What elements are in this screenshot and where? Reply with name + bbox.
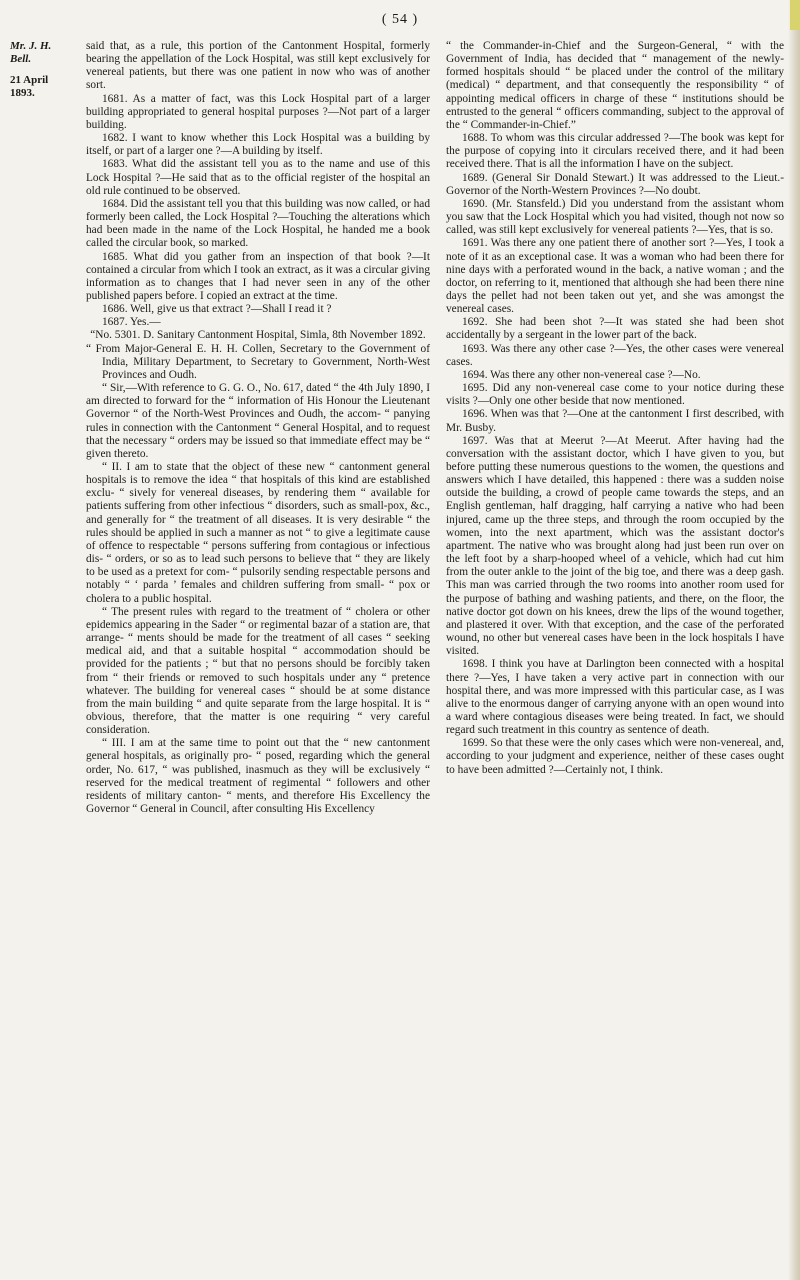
paragraph: 1697. Was that at Meerut ?—At Meerut. After having had the conversation with the assistant doctor, which I have given to you, but before putting these numerous questions to the women, the questions and answers which I have detailed, this happened : there was a sudden noise outside the building, a crowd of people came towards the steps, and an English gentleman, half dragging, half carrying a native who had been injured, came up the three steps, and through the room occupied by the women, into the next apartment, which was the assistant doctor's apartment. The native who was brought along had just been run over on the left foot by a sharp-hooped wheel of a vehicle, which had cut him from the outer ankle to the joint of the big toe, and there was a deep gash. This man was carried through the two rooms into another room used for the purpose of bathing and washing patients, and there, on the floor, the native doctor got down on his knees, drew the lips of the wound together, and plastered it over. With that exception, and the case of the perforated wound, no other but venereal cases have been in the lock hospitals I have visited. (446, 434, 784, 658)
paragraph: 1693. Was there any other case ?—Yes, the other cases were venereal cases. (446, 342, 784, 368)
witness-date: 21 April 1893. (10, 74, 49, 99)
margin-note (10, 40, 72, 100)
paragraph: “ From Major-General E. H. H. Collen, Secretary to the Government of India, Military Department, to Secretary to Government, North-West Provinces and Oudh. (86, 342, 430, 381)
paragraph: 1683. What did the assistant tell you as to the name and use of this Lock Hospital ?—He said that as to the official register of the hospital an old rule continued to be observed. (86, 158, 430, 197)
paragraph: 1698. I think you have at Darlington been connected with a hospital there ?—Yes, I have taken a very active part in connection with our hospital there, and was more impressed with this particular case, as I was alive to the enormous danger of carrying anyone with an open wound into a ward where contagious diseases were being treated. In fact, we should regard such treatment in this country as sentence of death. (446, 658, 784, 737)
paragraph: “No. 5301. D. Sanitary Cantonment Hospital, Simla, 8th November 1892. (90, 329, 426, 342)
paragraph: “ The present rules with regard to the treatment of “ cholera or other epidemics appearing in the Sader “ or regimental bazar of a station are, that arrange- “ ments should be made for the treatment of all cases “ seeking medical aid, and that a suitable hospital “ accommodation should be provided for the patients ; “ but that no persons should be forcibly taken from “ their friends or removed to such hospitals under any “ pretence whatever. The building for venereal cases “ should be at some distance from the main building “ and quite separate from the large hospital. It is “ obvious, therefore, that the matter is one requiring “ very careful consideration. (86, 605, 430, 737)
paragraph: “ the Commander-in-Chief and the Surgeon-General, “ with the Government of India, has decided that “ management of the newly-formed hospitals should “ be placed under the control of the military (medical) “ department, and that consequently the responsibility “ of appointing medical officers in charge of these “ institutions should be entrusted to the general “ officers commanding, subject to the approval of the “ Commander-in-Chief.” (446, 40, 784, 131)
page-number: ( 54 ) (381, 12, 419, 27)
paragraph: 1692. She had been shot ?—It was stated she had been shot accidentally by a sergeant in the lower part of the back. (446, 316, 784, 342)
paragraph: 1695. Did any non-venereal case come to your notice during these visits ?—Only one other beside that now mentioned. (446, 382, 784, 408)
paragraph: 1690. (Mr. Stansfeld.) Did you understand from the assistant whom you saw that the Lock Hospital which you had visited, though not now so called, was still kept exclusively for venereal patients ?—Yes, that is so. (446, 197, 784, 237)
left-column (86, 40, 430, 816)
paragraph: 1685. What did you gather from an inspection of that book ?—It contained a circular from which I took an extract, as it was a circular giving information as to changes that I had never seen in any of the other published papers before. I copied an extract at the time. (86, 250, 430, 302)
paragraph: 1684. Did the assistant tell you that this building was now called, or had formerly been called, the Lock Hospital ?—Touching the alterations which had been made in the name of the Lock Hospital, he handed me a book called the circular book, so marked. (86, 197, 430, 250)
paragraph: 1681. As a matter of fact, was this Lock Hospital part of a larger building appropriated to general hospital purposes ?—Not part of a larger building. (86, 92, 430, 131)
paragraph: 1691. Was there any one patient there of another sort ?—Yes, I took a note of it as an exceptional case. It was a woman who had been there for nine days with a perforated wound in the back, a native woman ; and the doctor, on referring to it, mentioned that although she had been there nine days the pellet had not been taken out yet, and she was amongst the venereal cases. (446, 237, 784, 316)
paragraph: 1682. I want to know whether this Lock Hospital was a building by itself, or part of a larger one ?—A building by itself. (86, 132, 430, 158)
right-column (446, 40, 784, 777)
paragraph: 1686. Well, give us that extract ?—Shall I read it ? (102, 303, 332, 316)
paragraph: 1688. To whom was this circular addressed ?—The book was kept for the purpose of copying into it circulars received there, and it had been received there. That is all the information I have on the subject. (446, 132, 784, 171)
witness-name: Mr. J. H. Bell. (10, 40, 52, 65)
paragraph: said that, as a rule, this portion of the Cantonment Hospital, formerly bearing the appellation of the Lock Hospital, was still kept exclusively for venereal patients, but there was one patient in now who was of another sort. (86, 40, 430, 92)
paragraph: 1689. (General Sir Donald Stewart.) It was addressed to the Lieut.-Governor of the North-Western Provinces ?—No doubt. (446, 171, 784, 197)
paragraph: “ III. I am at the same time to point out that the “ new cantonment general hospitals, as originally pro- “ posed, regarding which the general order, No. 617, “ was published, inasmuch as they will be exclusively “ reserved for the medical treatment of regimental “ followers and other residents of military canton- “ ments, and therefore His Excellency the Governor “ General in Council, after consulting His Excellency (86, 737, 430, 816)
paragraph: “ II. I am to state that the object of these new “ cantonment general hospitals is to remove the idea “ that hospitals of this kind are established exclu- “ sively for venereal diseases, by rendering them “ available for patients suffering from other infectious “ disorders, such as small-pox, &c., and generally for “ the treatment of all diseases. It is very desirable “ the rules should be applied in such a manner as not “ to give a legitimate cause of offence to respectable “ persons suffering from contagious or infectious dis- “ orders, or so as to lead such persons to believe that “ they are likely to be used as a pretext for com- “ pulsorily sending respectable persons and notably “ ‘ parda ’ females and children suffering from small- “ pox or cholera to a public hospital. (86, 461, 430, 605)
paragraph: 1687. Yes.— (102, 316, 161, 329)
page-spine-shadow (788, 0, 800, 1280)
paragraph: “ Sir,—With reference to G. G. O., No. 617, dated “ the 4th July 1890, I am directed to forward for the “ information of His Honour the Lieutenant Governor “ of the North-West Provinces and Oudh, the accom- “ panying rules in connection with the Cantonment “ General Hospital, and to request that the necessary “ orders may be issued so that immediate effect may be “ given thereto. (86, 382, 430, 460)
paragraph: 1699. So that these were the only cases which were non-venereal, and, according to your judgment and experience, neither of these cases ought to have been admitted ?—Certainly not, I think. (446, 737, 784, 776)
paragraph: 1696. When was that ?—One at the cantonment I first described, with Mr. Busby. (446, 408, 784, 434)
paragraph: 1694. Was there any other non-venereal case ?—No. (462, 368, 701, 381)
